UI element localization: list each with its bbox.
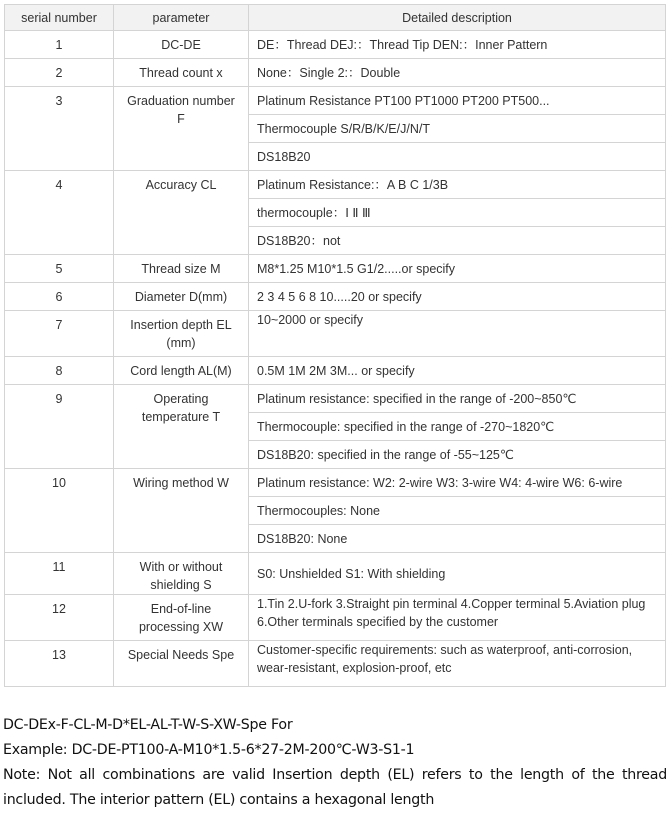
serial-number-cell: 8 [5,357,114,385]
parameter-cell: Wiring method W [114,469,249,553]
parameter-cell: Special Needs Spe [114,641,249,687]
format-line: DC-DEx-F-CL-M-D*EL-AL-T-W-S-XW-Spe For [3,717,293,733]
description-cell: 0.5M 1M 2M 3M... or specify [249,357,666,385]
parameter-cell: Accuracy CL [114,171,249,255]
table-row [5,595,666,641]
description-cell: Platinum resistance: W2: 2-wire W3: 3-wire W4: 4-wire W6: 6-wire [249,469,666,497]
description-cell: 10~2000 or specify [249,311,666,357]
serial-number-cell: 1 [5,31,114,59]
table-row [5,31,666,59]
note-line-1: Note: Not all combinations are valid Insertion depth (EL) refers to the length of the thread [3,767,667,783]
description-cell: 2 3 4 5 6 8 10.....20 or specify [249,283,666,311]
serial-number-cell: 2 [5,59,114,87]
table-row [5,283,666,311]
table-row [5,357,666,385]
description-cell: DS18B20: specified in the range of -55~125℃ [249,441,666,469]
serial-number-cell: 12 [5,595,114,641]
serial-number-cell: 4 [5,171,114,255]
parameter-cell: Thread size M [114,255,249,283]
description-cell: DS18B20：not [249,227,666,255]
parameter-cell: Operating temperature T [114,385,249,469]
serial-number-cell: 6 [5,283,114,311]
serial-number-cell: 11 [5,553,114,595]
parameter-cell: Insertion depth EL (mm) [114,311,249,357]
header-parameter: parameter [114,5,249,31]
table-body [5,31,666,687]
table-row [5,311,666,357]
table-row [5,553,666,595]
table-row [5,59,666,87]
serial-number-cell: 5 [5,255,114,283]
serial-number-cell: 9 [5,385,114,469]
note-line-2: included. The interior pattern (EL) contains a hexagonal length [3,792,435,808]
parameter-cell: Graduation number F [114,87,249,171]
description-cell: Thermocouple: specified in the range of -270~1820℃ [249,413,666,441]
description-cell: Thermocouple S/R/B/K/E/J/N/T [249,115,666,143]
example-line: Example: DC-DE-PT100-A-M10*1.5-6*27-2M-200℃-W3-S1-1 [3,742,415,758]
description-cell: DS18B20 [249,143,666,171]
description-cell: DE：Thread DEJ:：Thread Tip DEN:：Inner Pattern [249,31,666,59]
serial-number-cell: 13 [5,641,114,687]
table-row [5,255,666,283]
parameter-cell: Thread count x [114,59,249,87]
serial-number-cell: 7 [5,311,114,357]
spec-table [4,4,666,687]
table-row [5,385,666,413]
table-row [5,87,666,115]
parameter-cell: End-of-line processing XW [114,595,249,641]
table-row [5,641,666,687]
description-cell: Customer-specific requirements: such as waterproof, anti-corrosion, wear-resistant, explosion-proof, etc [249,641,666,687]
table-header-row [5,5,666,31]
description-cell: M8*1.25 M10*1.5 G1/2.....or specify [249,255,666,283]
parameter-cell: DC-DE [114,31,249,59]
description-cell: S0: Unshielded S1: With shielding [249,553,666,595]
description-cell: Platinum resistance: specified in the range of -200~850℃ [249,385,666,413]
parameter-cell: With or without shielding S [114,553,249,595]
description-cell: Thermocouples: None [249,497,666,525]
description-cell: Platinum Resistance:：A B C 1/3B [249,171,666,199]
header-detailed-description: Detailed description [249,5,666,31]
table-row [5,171,666,199]
serial-number-cell: 3 [5,87,114,171]
parameter-cell: Diameter D(mm) [114,283,249,311]
description-cell: DS18B20: None [249,525,666,553]
header-serial-number: serial number [5,5,114,31]
description-cell: thermocouple：Ⅰ Ⅱ Ⅲ [249,199,666,227]
description-cell: 1.Tin 2.U-fork 3.Straight pin terminal 4.Copper terminal 5.Aviation plug 6.Other terminals specified by the customer [249,595,666,641]
table-row [5,469,666,497]
notes-section [3,713,667,813]
description-cell: None：Single 2:：Double [249,59,666,87]
description-cell: Platinum Resistance PT100 PT1000 PT200 PT500... [249,87,666,115]
serial-number-cell: 10 [5,469,114,553]
parameter-cell: Cord length AL(M) [114,357,249,385]
